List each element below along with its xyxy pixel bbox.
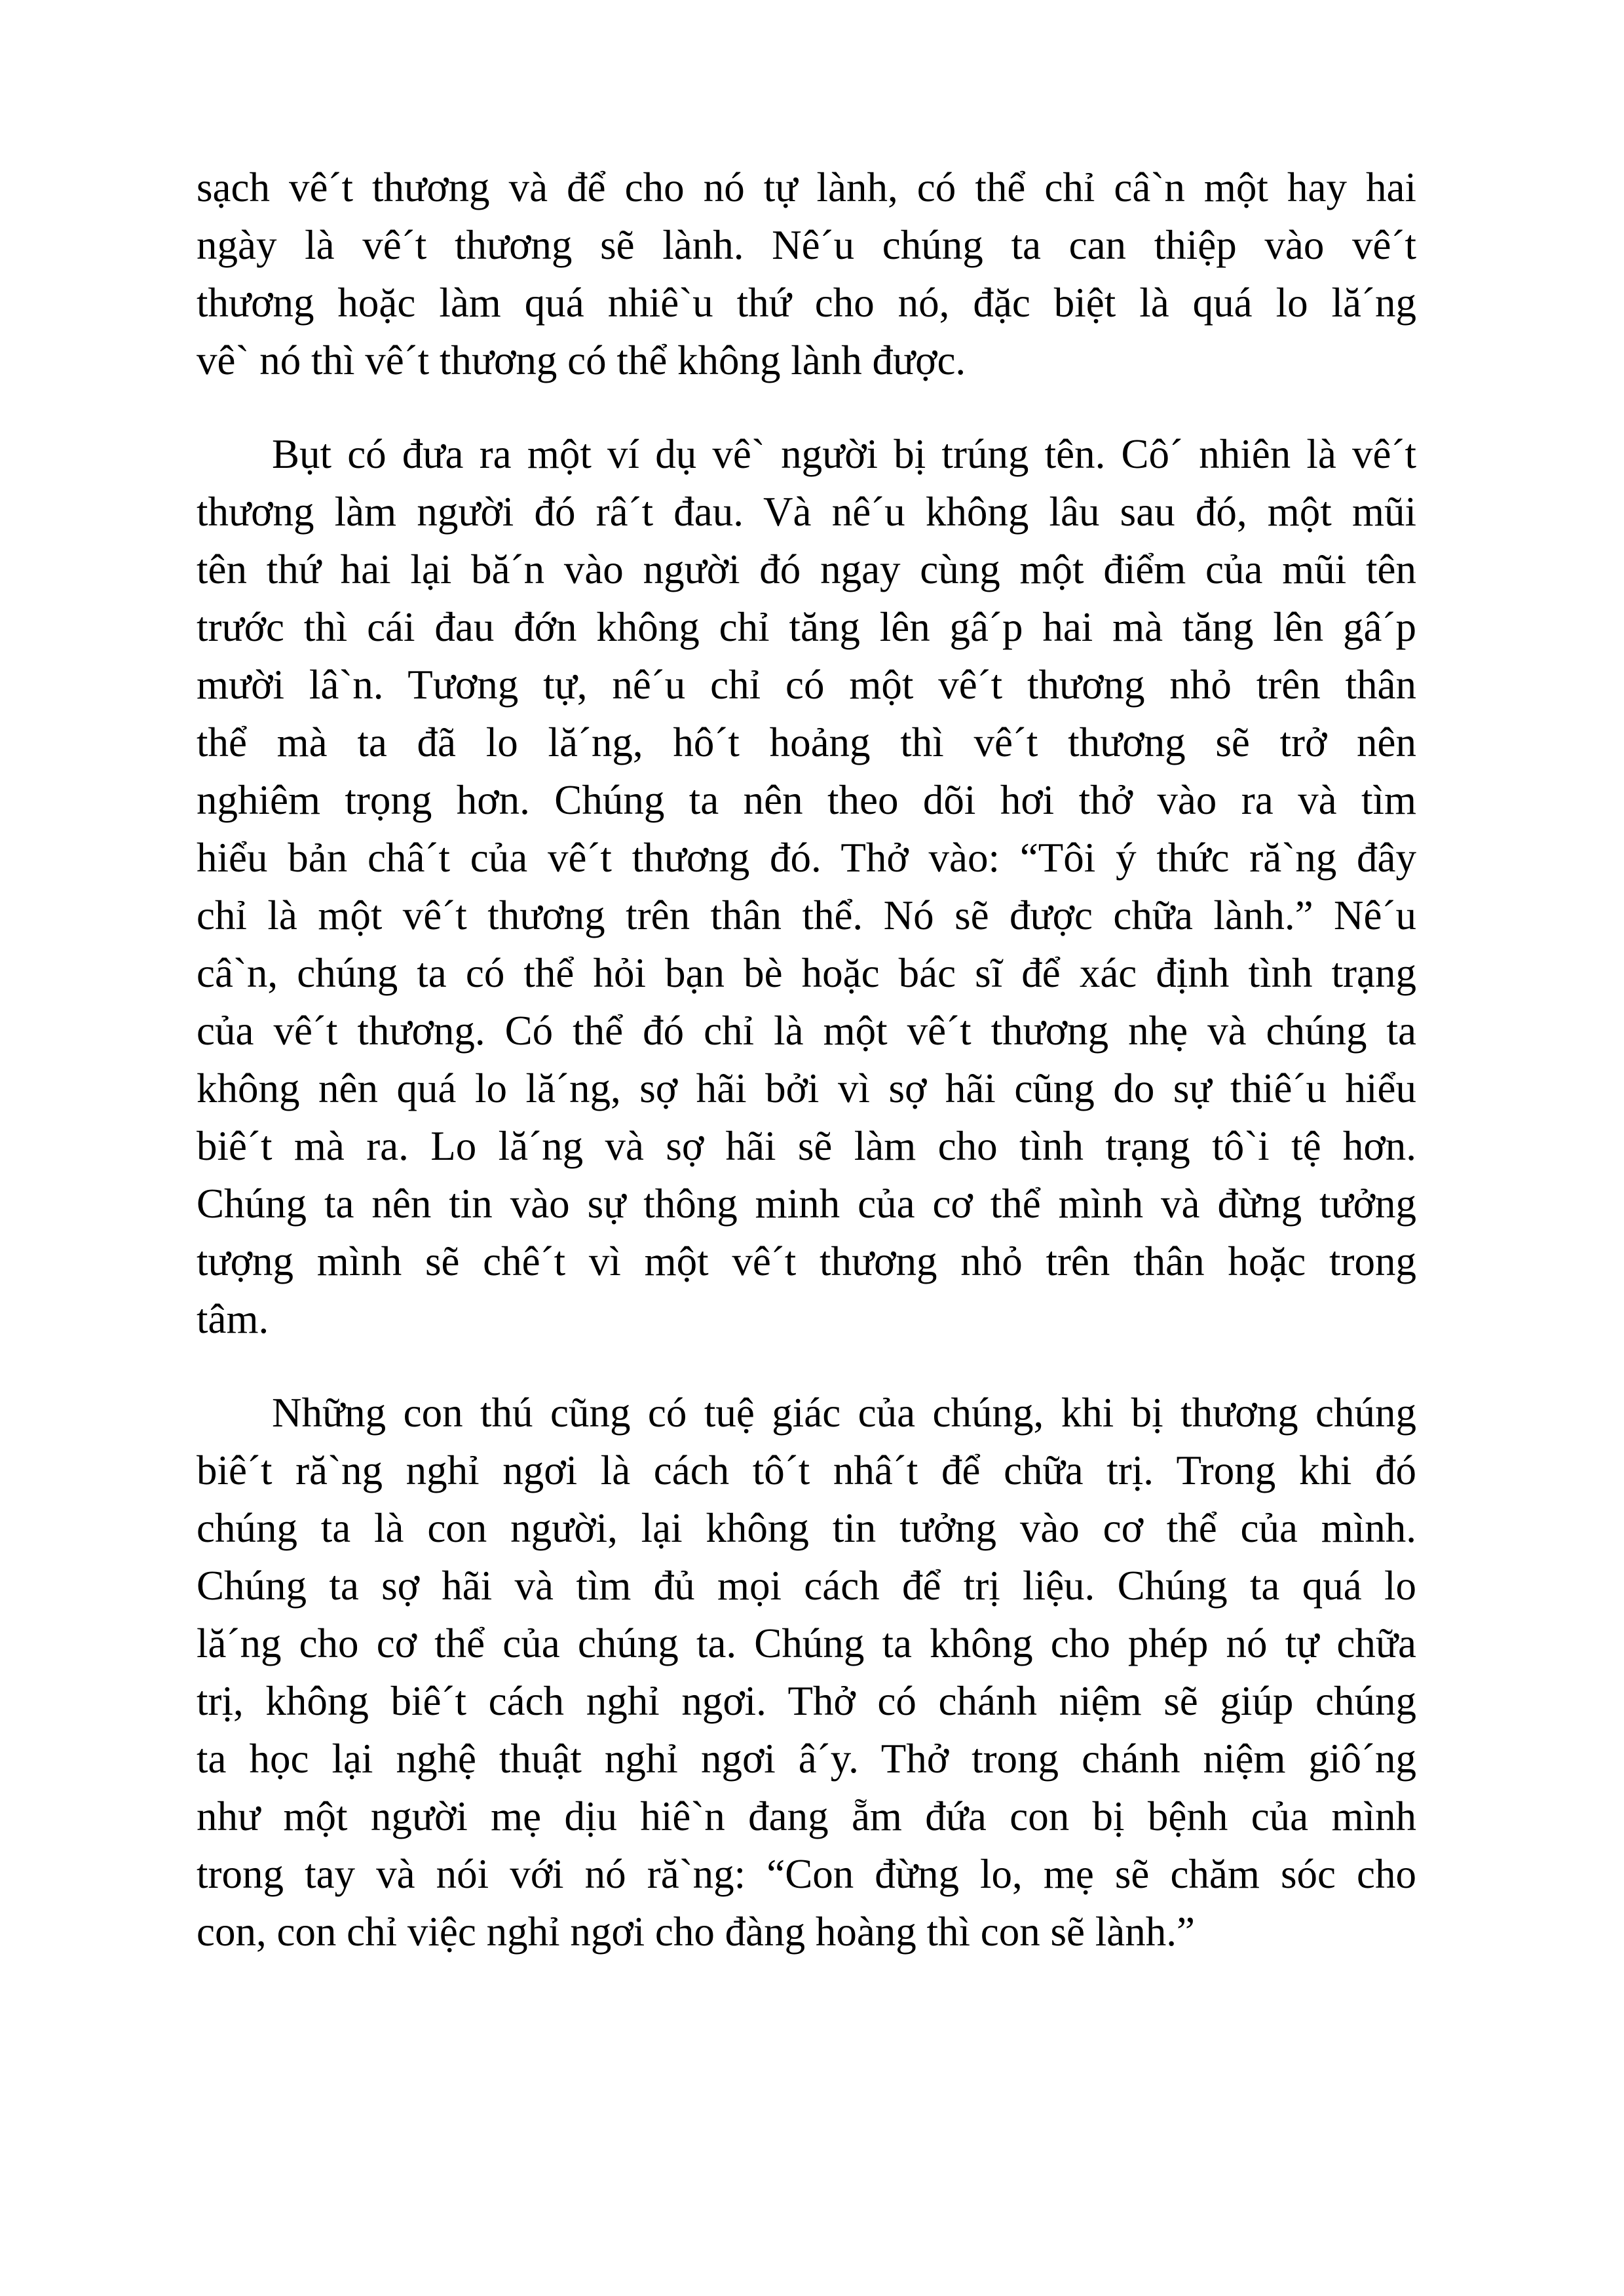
- text-block: [197, 159, 1416, 1961]
- text-line: như một người mẹ dịu hiê`n đang ẵm đứa con bị bệnh của mình: [197, 1793, 1416, 1839]
- text-line: của vê´t thương. Có thể đó chỉ là một vê´t thương nhẹ và chúng ta: [197, 1008, 1416, 1054]
- text-line: Những con thú cũng có tuệ giác của chúng, khi bị thương chúng: [272, 1390, 1416, 1436]
- text-line: ngày là vê´t thương sẽ lành. Nê´u chúng ta can thiệp vào vê´t: [197, 222, 1416, 268]
- text-line: tên thứ hai lại bă´n vào người đó ngay cùng một điểm của mũi tên: [197, 546, 1416, 592]
- text-line: con, con chỉ việc nghỉ ngơi cho đàng hoàng thì con sẽ lành.”: [197, 1909, 1195, 1955]
- paragraph: [197, 1384, 1416, 1961]
- text-line: tượng mình sẽ chê´t vì một vê´t thương nhỏ trên thân hoặc trong: [197, 1238, 1416, 1284]
- text-line: biê´t ră`ng nghỉ ngơi là cách tô´t nhâ´t để chữa trị. Trong khi đó: [197, 1447, 1416, 1493]
- text-line: tâm.: [197, 1296, 269, 1342]
- text-line: ta học lại nghệ thuật nghỉ ngơi â´y. Thở trong chánh niệm giô´ng: [197, 1736, 1416, 1782]
- paragraph: [197, 159, 1416, 389]
- text-line: thể mà ta đã lo lă´ng, hô´t hoảng thì vê´t thương sẽ trở nên: [197, 719, 1416, 765]
- text-line: chúng ta là con người, lại không tin tưởng vào cơ thể của mình.: [197, 1505, 1416, 1551]
- text-line: Chúng ta nên tin vào sự thông minh của cơ thể mình và đừng tưởng: [197, 1181, 1416, 1227]
- text-line: biê´t mà ra. Lo lă´ng và sợ hãi sẽ làm cho tình trạng tô`i tệ hơn.: [197, 1123, 1416, 1169]
- text-line: trị, không biê´t cách nghỉ ngơi. Thở có chánh niệm sẽ giúp chúng: [197, 1678, 1416, 1724]
- text-line: chỉ là một vê´t thương trên thân thể. Nó sẽ được chữa lành.” Nê´u: [197, 892, 1416, 938]
- text-line: lă´ng cho cơ thể của chúng ta. Chúng ta không cho phép nó tự chữa: [197, 1620, 1416, 1666]
- text-line: mười lâ`n. Tương tự, nê´u chỉ có một vê´t thương nhỏ trên thân: [197, 662, 1416, 708]
- text-line: hiểu bản châ´t của vê´t thương đó. Thở vào: “Tôi ý thức ră`ng đây: [197, 835, 1416, 881]
- text-line: vê` nó thì vê´t thương có thể không lành được.: [197, 337, 966, 383]
- text-line: Bụt có đưa ra một ví dụ vê` người bị trúng tên. Cô´ nhiên là vê´t: [272, 431, 1416, 477]
- text-line: không nên quá lo lă´ng, sợ hãi bởi vì sợ hãi cũng do sự thiê´u hiểu: [197, 1065, 1416, 1111]
- text-line: Chúng ta sợ hãi và tìm đủ mọi cách để trị liệu. Chúng ta quá lo: [197, 1563, 1416, 1609]
- text-line: nghiêm trọng hơn. Chúng ta nên theo dõi hơi thở vào ra và tìm: [197, 777, 1416, 823]
- text-line: sạch vê´t thương và để cho nó tự lành, có thể chỉ câ`n một hay hai: [197, 164, 1416, 210]
- text-line: trong tay và nói với nó ră`ng: “Con đừng lo, mẹ sẽ chăm sóc cho: [197, 1851, 1416, 1897]
- paragraph: [197, 425, 1416, 1348]
- text-line: trước thì cái đau đớn không chỉ tăng lên gâ´p hai mà tăng lên gâ´p: [197, 604, 1416, 650]
- text-line: thương hoặc làm quá nhiê`u thứ cho nó, đặc biệt là quá lo lă´ng: [197, 280, 1416, 326]
- text-line: câ`n, chúng ta có thể hỏi bạn bè hoặc bác sĩ để xác định tình trạng: [197, 950, 1416, 996]
- text-line: thương làm người đó râ´t đau. Và nê´u không lâu sau đó, một mũi: [197, 489, 1416, 535]
